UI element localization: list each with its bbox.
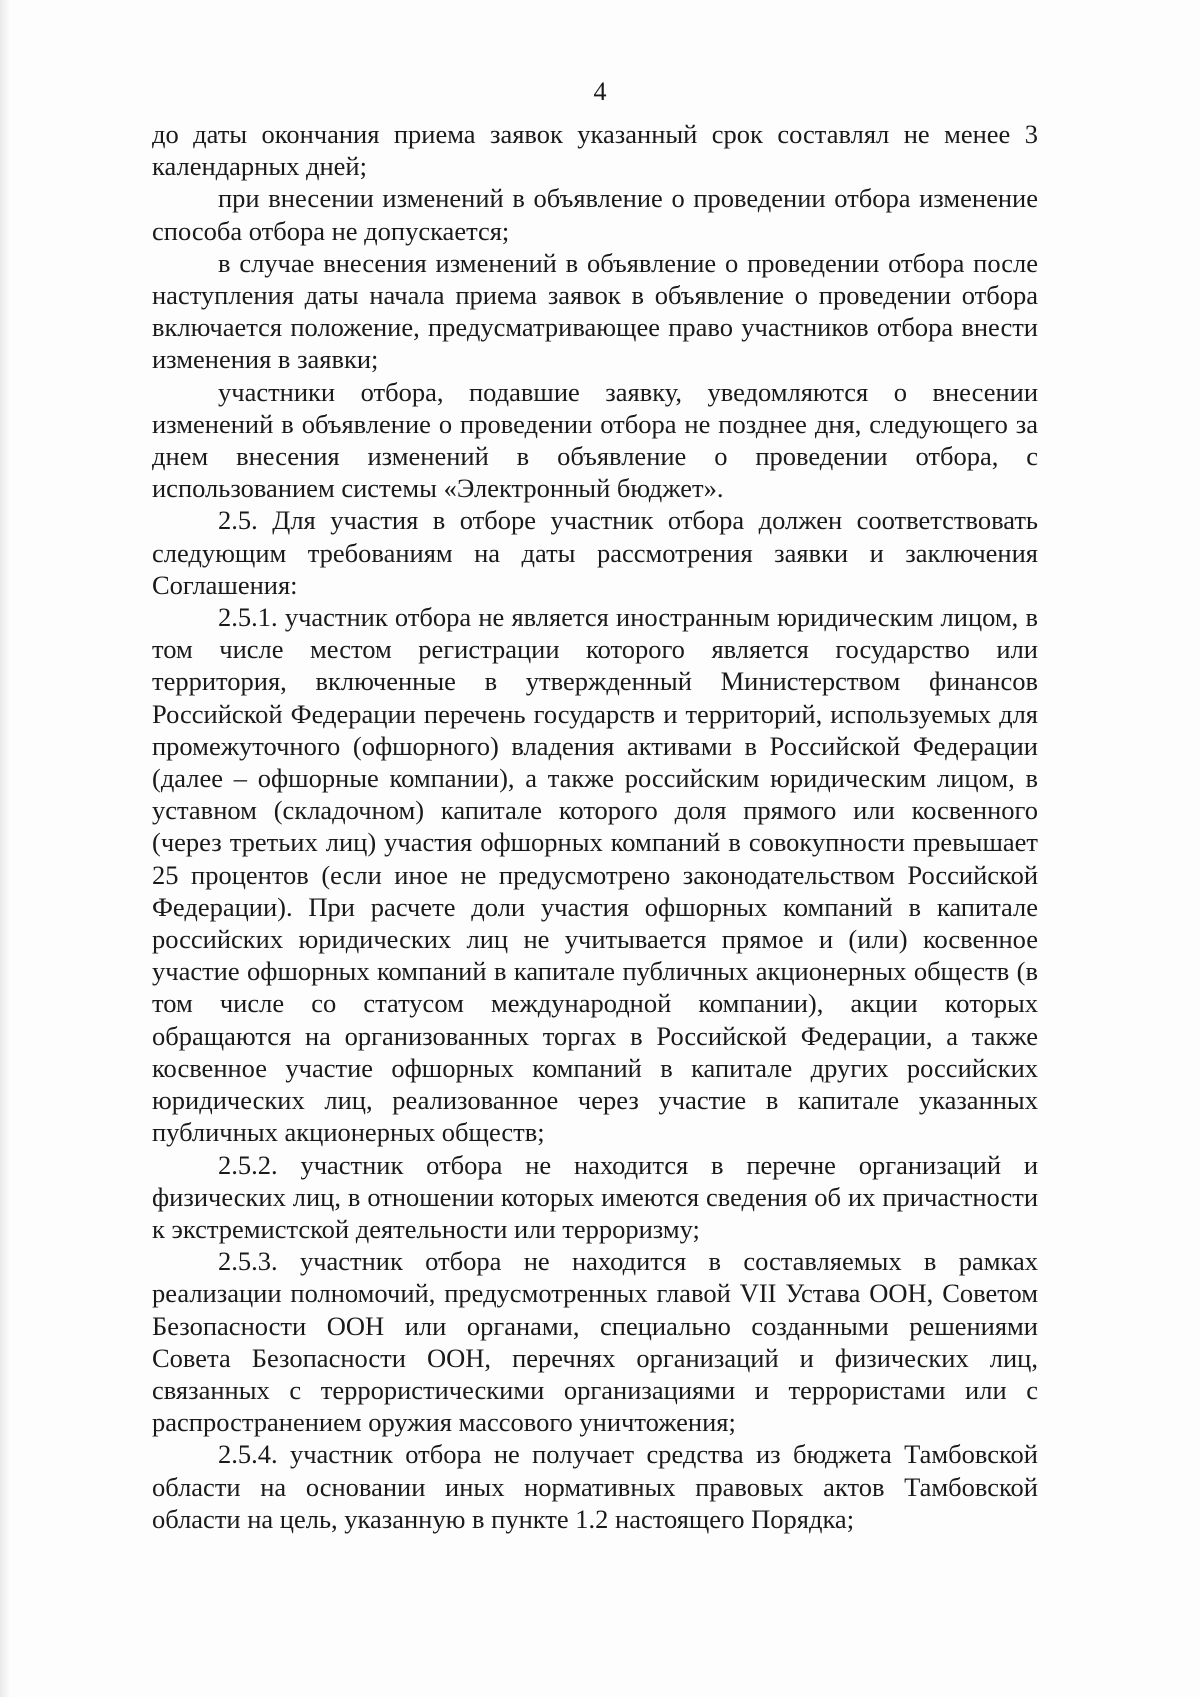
paragraph-change-method: при внесении изменений в объявление о проведении отбора изменение способа отбора не допускается;: [152, 183, 1038, 246]
paragraph-2-5-1: 2.5.1. участник отбора не является иностранным юридическим лицом, в том числе местом регистрации которого является государство или территория, включенные в утвержденный Министерством финансов Российской Федерации перечень государств и территорий, используемых для промежуточного (офшорного) владения активами в Российской Федерации (далее – офшорные компании), а также российским юридическим лицом, в уставном (складочном) капитале которого доля прямого или косвенного (через третьих лиц) участия офшорных компаний в совокупности превышает 25 процентов (если иное не предусмотрено законодательством Российской Федерации). При расчете доли участия офшорных компаний в капитале российских юридических лиц не учитывается прямое и (или) косвенное участие офшорных компаний в капитале публичных акционерных обществ (в том числе со статусом международной компании), акции которых обращаются на организованных торгах в Российской Федерации, а также косвенное участие офшорных компаний в капитале других российских юридических лиц, реализованное через участие в капитале указанных публичных акционерных обществ;: [152, 602, 1038, 1148]
scan-edge: [0, 0, 10, 1697]
paragraph-2-5-3: 2.5.3. участник отбора не находится в составляемых в рамках реализации полномочий, предусмотренных главой VII Устава ООН, Советом Безопасности ООН или органами, специально созданными решениями Совета Безопасности ООН, перечнях организаций и физических лиц, связанных с террористическими организациями и террористами или с распространением оружия массового уничтожения;: [152, 1246, 1038, 1438]
paragraph-notification: участники отбора, подавшие заявку, уведомляются о внесении изменений в объявление о проведении отбора не позднее дня, следующего за днем внесения изменений в объявление о проведении отбора, с использованием системы «Электронный бюджет».: [152, 376, 1038, 504]
paragraph-2-5-2: 2.5.2. участник отбора не находится в перечне организаций и физических лиц, в отношении которых имеются сведения об их причастности к экстремистской деятельности или терроризму;: [152, 1149, 1038, 1244]
page-number: 4: [593, 77, 607, 106]
paragraph-continuation: до даты окончания приема заявок указанный срок составлял не менее 3 календарных дней;: [152, 119, 1038, 182]
document-body: [152, 118, 1038, 1535]
paragraph-2-5: 2.5. Для участия в отборе участник отбора должен соответствовать следующим требованиям на даты рассмотрения заявки и заключения Соглашения:: [152, 505, 1038, 600]
paragraph-changes-after-start: в случае внесения изменений в объявление о проведении отбора после наступления даты начала приема заявок в объявление о проведении отбора включается положение, предусматривающее право участников отбора внести изменения в заявки;: [152, 247, 1038, 375]
paragraph-2-5-4: 2.5.4. участник отбора не получает средства из бюджета Тамбовской области на основании иных нормативных правовых актов Тамбовской области на цель, указанную в пункте 1.2 настоящего Порядка;: [152, 1439, 1038, 1534]
